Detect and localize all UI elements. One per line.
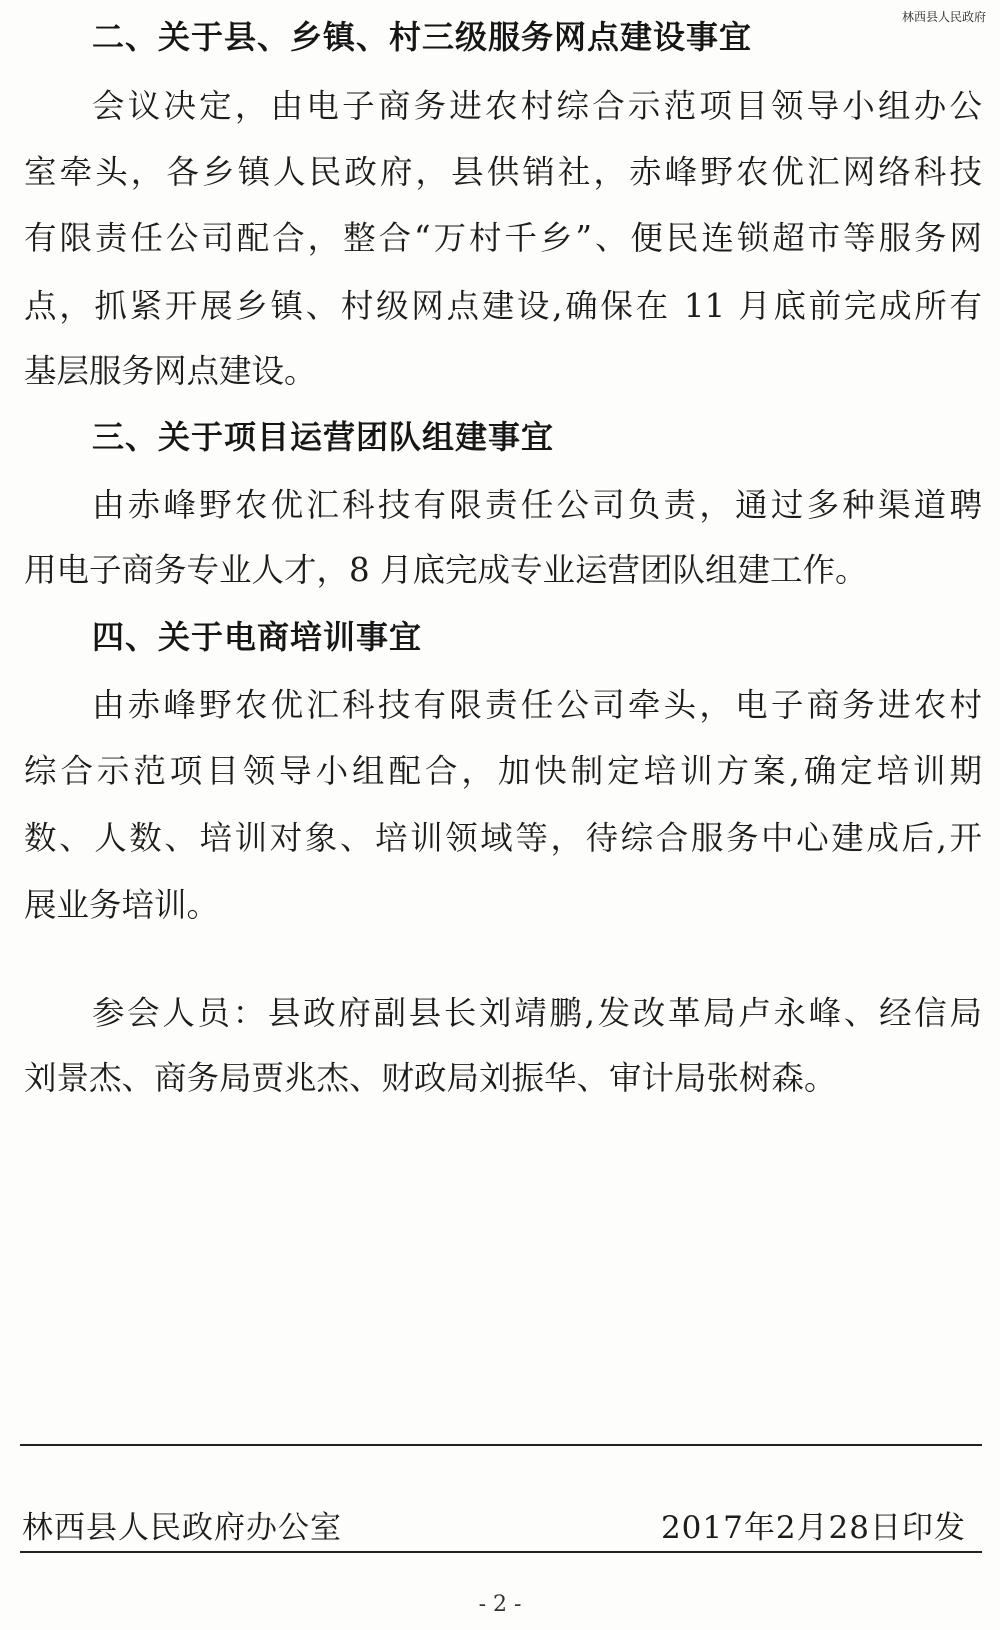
section-heading: 二、关于县、乡镇、村三级服务网点建设事宜 bbox=[92, 18, 753, 56]
attendees-line: 刘景杰、商务局贾兆杰、财政局刘振华、审计局张树森。 bbox=[24, 1059, 837, 1097]
paragraph-line: 由赤峰野农优汇科技有限责任公司负责，通过多种渠道聘 bbox=[92, 486, 982, 524]
paragraph-line: 数、人数、培训对象、培训领域等，待综合服务中心建成后,开 bbox=[24, 819, 982, 857]
paragraph-line: 由赤峰野农优汇科技有限责任公司牵头，电子商务进农村 bbox=[92, 686, 982, 724]
footer-top-rule bbox=[20, 1444, 982, 1446]
attendees-line: 参会人员：县政府副县长刘靖鹏,发改革局卢永峰、经信局 bbox=[92, 994, 982, 1032]
footer-bottom-rule bbox=[20, 1551, 982, 1553]
paragraph-line: 室牵头，各乡镇人民政府，县供销社，赤峰野农优汇网络科技 bbox=[24, 153, 982, 191]
paragraph-line: 点，抓紧开展乡镇、村级网点建设,确保在 11 月底前完成所有 bbox=[24, 287, 982, 325]
paragraph-line: 用电子商务专业人才，8 月底完成专业运营团队组建工作。 bbox=[24, 551, 868, 589]
paragraph-line: 基层服务网点建设。 bbox=[24, 352, 317, 390]
paragraph-line: 展业务培训。 bbox=[24, 886, 220, 924]
header-tag: 林西县人民政府 bbox=[901, 10, 986, 24]
paragraph-line: 综合示范项目领导小组配合，加快制定培训方案,确定培训期 bbox=[24, 752, 982, 790]
section-heading: 三、关于项目运营团队组建事宜 bbox=[92, 418, 555, 456]
paragraph-line: 有限责任公司配合，整合“万村千乡”、便民连锁超市等服务网 bbox=[24, 219, 982, 257]
footer-date: 2017年2月28日印发 bbox=[660, 1510, 966, 1546]
section-heading: 四、关于电商培训事宜 bbox=[92, 618, 423, 656]
footer-issuer: 林西县人民政府办公室 bbox=[22, 1510, 342, 1546]
page-number: - 2 - bbox=[478, 1592, 522, 1617]
paragraph-line: 会议决定，由电子商务进农村综合示范项目领导小组办公 bbox=[92, 87, 982, 125]
